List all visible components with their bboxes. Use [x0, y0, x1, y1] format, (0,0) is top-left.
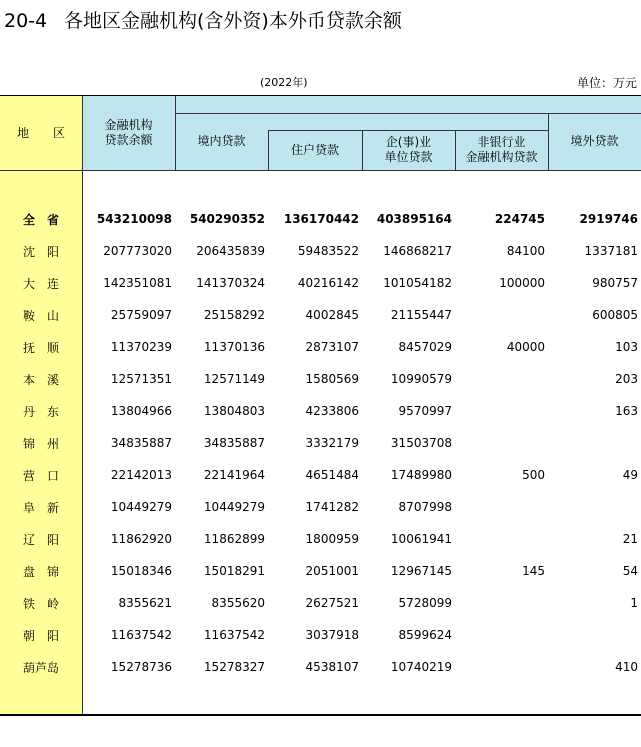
region-name: 葫芦岛: [22, 660, 59, 675]
cell-total: 13804966: [110, 404, 172, 418]
table-row: [0, 555, 641, 587]
cell-total: 15278736: [110, 660, 172, 674]
cell-domestic: 141370324: [196, 276, 265, 290]
page-title: [4, 6, 402, 33]
cell-domestic: 34835887: [203, 436, 265, 450]
table-row: [0, 235, 641, 267]
region-name: 本 溪: [22, 372, 59, 387]
table-number: 20-4: [4, 10, 48, 32]
cell-total: 207773020: [103, 244, 172, 258]
header-bottom-rule: [0, 170, 641, 171]
region-name: 沈 阳: [22, 244, 59, 259]
cell-overseas: 203: [615, 372, 638, 386]
cell-overseas: 54: [622, 564, 638, 578]
cell-household: 4002845: [305, 308, 359, 322]
table-title: 各地区金融机构(含外资)本外币贷款余额: [64, 10, 402, 32]
cell-total: 142351081: [103, 276, 172, 290]
cell-domestic: 540290352: [189, 212, 265, 226]
cell-household: 1741282: [305, 500, 359, 514]
table-row: [0, 427, 641, 459]
header-overseas: 境外贷款: [570, 134, 619, 148]
cell-overseas: 103: [615, 340, 638, 354]
cell-domestic: 206435839: [196, 244, 265, 258]
cell-domestic: 11370136: [203, 340, 265, 354]
cell-domestic: 10449279: [203, 500, 265, 514]
cell-household: 3332179: [305, 436, 359, 450]
cell-total: 10449279: [110, 500, 172, 514]
region-name: 抚 顺: [22, 340, 59, 355]
cell-total: 34835887: [110, 436, 172, 450]
cell-total: 25759097: [110, 308, 172, 322]
cell-domestic: 11637542: [203, 628, 265, 642]
cell-enterprise: 8707998: [398, 500, 452, 514]
cell-nonbank: 500: [522, 468, 545, 482]
region-name: 盘 锦: [22, 564, 59, 579]
cell-total: 22142013: [110, 468, 172, 482]
region-name: 锦 州: [22, 436, 59, 451]
table-row: [0, 619, 641, 651]
table-row: [0, 267, 641, 299]
header-region: 地 区: [16, 125, 65, 140]
table-row: [0, 587, 641, 619]
cell-household: 3037918: [305, 628, 359, 642]
table-row: [0, 395, 641, 427]
cell-total: 12571351: [110, 372, 172, 386]
cell-domestic: 8355620: [211, 596, 265, 610]
cell-household: 2873107: [305, 340, 359, 354]
cell-household: 136170442: [283, 212, 359, 226]
cell-total: 11370239: [110, 340, 172, 354]
cell-nonbank: 100000: [499, 276, 545, 290]
table-row: [0, 203, 641, 235]
table-row: [0, 651, 641, 683]
cell-household: 1800959: [305, 532, 359, 546]
table-row: [0, 491, 641, 523]
header-domestic: 境内贷款: [197, 134, 246, 148]
cell-enterprise: 17489980: [390, 468, 452, 482]
header-total: 金融机构 贷款余额: [104, 118, 153, 147]
region-name: 大 连: [22, 276, 59, 291]
cell-enterprise: 403895164: [376, 212, 452, 226]
cell-total: 11862920: [110, 532, 172, 546]
cell-enterprise: 12967145: [390, 564, 452, 578]
cell-enterprise: 101054182: [383, 276, 452, 290]
cell-total: 8355621: [118, 596, 172, 610]
region-name: 营 口: [22, 468, 59, 483]
cell-enterprise: 8457029: [398, 340, 452, 354]
region-name: 辽 阳: [22, 532, 59, 547]
cell-enterprise: 10740219: [390, 660, 452, 674]
unit-label: 单位：万元: [576, 76, 637, 90]
cell-nonbank: 40000: [506, 340, 545, 354]
cell-total: 15018346: [110, 564, 172, 578]
cell-overseas: 980757: [592, 276, 638, 290]
header-enterprise: 企(事)业 单位贷款: [384, 135, 433, 164]
cell-enterprise: 10990579: [390, 372, 452, 386]
region-name: 阜 新: [22, 500, 59, 515]
cell-household: 4651484: [305, 468, 359, 482]
cell-overseas: 410: [615, 660, 638, 674]
cell-household: 59483522: [297, 244, 359, 258]
cell-overseas: 2919746: [579, 212, 638, 226]
region-name: 全 省: [22, 212, 59, 227]
cell-nonbank: 145: [522, 564, 545, 578]
cell-household: 2051001: [305, 564, 359, 578]
cell-household: 4538107: [305, 660, 359, 674]
cell-household: 1580569: [305, 372, 359, 386]
cell-enterprise: 10061941: [390, 532, 452, 546]
cell-domestic: 15018291: [203, 564, 265, 578]
cell-overseas: 49: [622, 468, 638, 482]
cell-domestic: 12571149: [203, 372, 265, 386]
bottom-rule: [0, 714, 641, 716]
region-name: 朝 阳: [22, 628, 59, 643]
cell-nonbank: 224745: [494, 212, 545, 226]
cell-overseas: 21: [622, 532, 638, 546]
region-name: 丹 东: [22, 404, 59, 419]
cell-overseas: 1: [630, 596, 638, 610]
year-label: (2022年): [260, 76, 308, 89]
cell-domestic: 15278327: [203, 660, 265, 674]
cell-total: 11637542: [110, 628, 172, 642]
cell-overseas: 600805: [592, 308, 638, 322]
cell-enterprise: 9570997: [398, 404, 452, 418]
cell-domestic: 13804803: [203, 404, 265, 418]
cell-enterprise: 8599624: [398, 628, 452, 642]
region-name: 铁 岭: [22, 596, 59, 611]
table-row: [0, 459, 641, 491]
cell-household: 40216142: [297, 276, 359, 290]
cell-enterprise: 31503708: [390, 436, 452, 450]
header-nonbank: 非银行业 金融机构贷款: [465, 135, 538, 164]
table-row: [0, 299, 641, 331]
cell-household: 2627521: [305, 596, 359, 610]
cell-nonbank: 84100: [506, 244, 545, 258]
table-row: [0, 523, 641, 555]
data-table: [0, 96, 641, 714]
table-row: [0, 363, 641, 395]
cell-overseas: 163: [615, 404, 638, 418]
cell-household: 4233806: [305, 404, 359, 418]
cell-enterprise: 5728099: [398, 596, 452, 610]
cell-overseas: 1337181: [584, 244, 638, 258]
cell-domestic: 25158292: [203, 308, 265, 322]
cell-enterprise: 146868217: [383, 244, 452, 258]
region-name: 鞍 山: [22, 308, 59, 323]
cell-enterprise: 21155447: [390, 308, 452, 322]
cell-domestic: 22141964: [203, 468, 265, 482]
cell-domestic: 11862899: [203, 532, 265, 546]
header-household: 住户贷款: [290, 142, 339, 157]
cell-total: 543210098: [96, 212, 172, 226]
table-row: [0, 331, 641, 363]
